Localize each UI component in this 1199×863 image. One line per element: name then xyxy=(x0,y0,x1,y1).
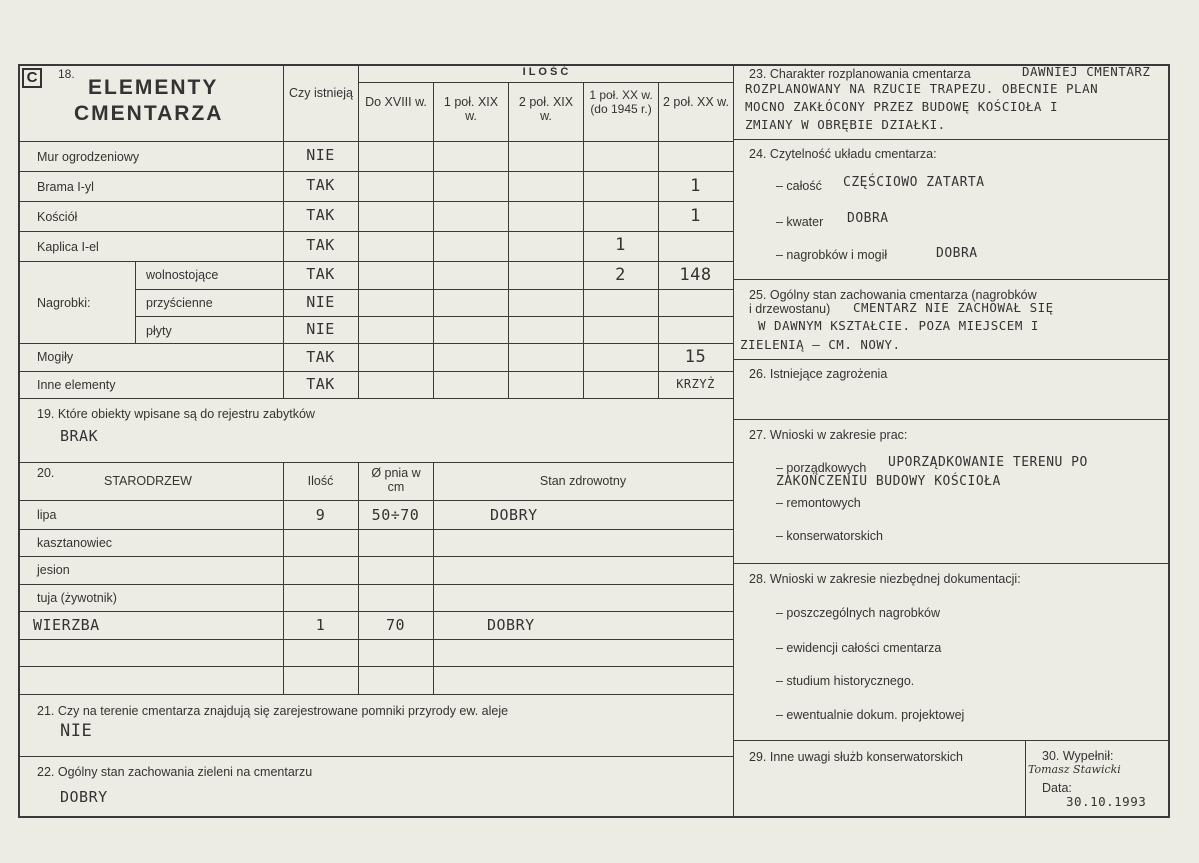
q28-item-2: – ewidencji całości cmentarza xyxy=(776,641,942,655)
tree-name-lipa: lipa xyxy=(37,508,57,522)
row-label-wolnostojace: wolnostojące xyxy=(146,268,219,282)
q25-label-line2: i drzewostanu) xyxy=(749,302,831,316)
q19-label: 19. Które obiekty wpisane są do rejestru zabytków xyxy=(37,407,315,421)
q23-answer-line2: ROZPLANOWANY NA RZUCIE TRAPEZU. OBECNIE PLAN xyxy=(745,81,1099,96)
header-col-2-xix: 2 poł. XIX w. xyxy=(518,95,574,124)
row-label-kaplica: Kaplica I-el xyxy=(37,240,99,254)
q21-label: 21. Czy na terenie cmentarza znajdują się zarejestrowane pomniki przyrody ew. aleje xyxy=(37,704,509,718)
tree-name-wierzba: WIERZBA xyxy=(33,616,100,634)
q27-item-konserwatorskich: – konserwatorskich xyxy=(776,529,883,543)
row-label-mogily: Mogiły xyxy=(37,350,74,364)
qty-mogily-2xx: 15 xyxy=(684,347,707,367)
tree-stan-lipa: DOBRY xyxy=(490,506,538,524)
tree-name-jesion: jesion xyxy=(37,563,70,577)
tree-stan-wierzba: DOBRY xyxy=(487,616,535,634)
q26-label: 26. Istniejące zagrożenia xyxy=(749,367,888,381)
q28-item-3: – studium historycznego. xyxy=(776,674,915,688)
q24-item-nagrobkow: – nagrobków i mogił xyxy=(776,248,888,262)
exists-kosciol: TAK xyxy=(306,206,335,224)
section-marker: C xyxy=(22,68,42,88)
q28-label: 28. Wnioski w zakresie niezbędnej dokumentacji: xyxy=(749,572,1021,586)
header-col-1-xix: 1 poł. XIX w. xyxy=(443,95,499,124)
elements-title-line2: CMENTARZA xyxy=(74,102,224,125)
tree-pnia-wierzba: 70 xyxy=(385,616,406,634)
tree-ilosc-wierzba: 1 xyxy=(315,616,326,634)
q30-signature: Tomasz Stawicki xyxy=(1028,763,1121,776)
q23-label: 23. Charakter rozplanowania cmentarza xyxy=(749,67,971,81)
row-label-przyscienne: przyścienne xyxy=(146,296,213,310)
qty-kaplica-1xx: 1 xyxy=(615,235,626,255)
q28-item-4: – ewentualnie dokum. projektowej xyxy=(776,708,965,722)
tree-ilosc-lipa: 9 xyxy=(315,506,326,524)
q24-answer-nagrobkow: DOBRA xyxy=(936,246,978,261)
q30-date-label: Data: xyxy=(1042,781,1072,795)
q25-label-line1: 25. Ogólny stan zachowania cmentarza (nagrobków xyxy=(749,288,1037,302)
tree-name-kasztanowiec: kasztanowiec xyxy=(37,536,113,550)
exists-kaplica: TAK xyxy=(306,236,335,254)
q24-answer-kwater: DOBRA xyxy=(847,211,889,226)
header-czy-istnieje: Czy istnieją xyxy=(289,86,353,100)
q21-answer: NIE xyxy=(60,721,93,741)
qty-wolnostojace-2xx: 148 xyxy=(679,265,712,285)
q25-answer-line1: CMENTARZ NIE ZACHOWAŁ SIĘ xyxy=(853,300,1054,315)
q27-answer-line1: UPORZĄDKOWANIE TERENU PO xyxy=(888,455,1088,470)
elements-title-line1: ELEMENTY xyxy=(88,76,219,99)
row-label-brama: Brama I-yl xyxy=(37,180,94,194)
q23-answer-line3: MOCNO ZAKŁÓCONY PRZEZ BUDOWĘ KOŚCIOŁA I xyxy=(745,99,1058,114)
q22-label: 22. Ogólny stan zachowania zieleni na cmentarzu xyxy=(37,765,313,779)
q25-answer-line3: ZIELENIĄ – CM. NOWY. xyxy=(740,337,901,352)
q20-col-ilosc: Ilość xyxy=(307,474,334,488)
qty-wolnostojace-1xx: 2 xyxy=(615,265,626,285)
q20-col-stan: Stan zdrowotny xyxy=(539,474,627,488)
qty-kosciol-2xx: 1 xyxy=(690,206,701,226)
q28-item-1: – poszczególnych nagrobków xyxy=(776,606,940,620)
header-col-1-xx: 1 poł. XX w. (do 1945 r.) xyxy=(589,88,653,116)
q20-col-pnia: Ø pnia w cm xyxy=(371,466,421,495)
row-label-nagrobki: Nagrobki: xyxy=(37,296,91,310)
q24-label: 24. Czytelność układu cmentarza: xyxy=(749,147,937,161)
row-label-inne: Inne elementy xyxy=(37,378,116,392)
row-label-mur: Mur ogrodzeniowy xyxy=(37,150,140,164)
q27-item-porzadkowych: – porządkowych xyxy=(776,461,867,475)
tree-pnia-lipa: 50÷70 xyxy=(371,506,420,524)
row-label-kosciol: Kościół xyxy=(37,210,78,224)
qty-brama-2xx: 1 xyxy=(690,176,701,196)
exists-wolnostojace: TAK xyxy=(306,265,335,283)
q25-answer-line2: W DAWNYM KSZTAŁCIE. POZA MIEJSCEM I xyxy=(758,318,1039,333)
exists-plyty: NIE xyxy=(306,320,335,338)
q20-title: STARODRZEW xyxy=(104,474,192,488)
q23-answer-line4: ZMIANY W OBRĘBIE DZIAŁKI. xyxy=(745,117,946,132)
header-ilosc: I L O Ś Ć xyxy=(522,66,569,78)
q24-answer-calosc: CZĘŚCIOWO ZATARTA xyxy=(843,175,985,190)
q24-item-kwater: – kwater xyxy=(776,215,824,229)
q24-item-calosc: – całość xyxy=(776,179,822,193)
qty-inne-2xx: KRZYŻ xyxy=(676,377,715,391)
section-18-number: 18. xyxy=(58,67,75,81)
q22-answer: DOBRY xyxy=(60,788,108,806)
exists-inne: TAK xyxy=(306,375,335,393)
exists-przyscienne: NIE xyxy=(306,293,335,311)
tree-name-tuja: tuja (żywotnik) xyxy=(37,591,117,605)
q27-label: 27. Wnioski w zakresie prac: xyxy=(749,428,908,442)
q30-label: 30. Wypełnił: xyxy=(1042,749,1114,763)
q30-date: 30.10.1993 xyxy=(1066,794,1147,809)
q27-item-remontowych: – remontowych xyxy=(776,496,861,510)
q29-label: 29. Inne uwagi służb konserwatorskich xyxy=(749,750,964,764)
q19-answer: BRAK xyxy=(60,427,99,445)
q27-answer-line2: ZAKOŃCZENIU BUDOWY KOŚCIOŁA xyxy=(776,474,1001,489)
exists-mur: NIE xyxy=(306,146,335,164)
q20-number: 20. xyxy=(37,466,55,480)
q23-answer-line1: DAWNIEJ CMENTARZ xyxy=(1022,64,1151,79)
header-col-xviii: Do XVIII w. xyxy=(365,95,427,109)
exists-mogily: TAK xyxy=(306,348,335,366)
exists-brama: TAK xyxy=(306,176,335,194)
row-label-plyty: płyty xyxy=(146,324,172,338)
header-col-2-xx: 2 poł. XX w. xyxy=(662,95,729,109)
